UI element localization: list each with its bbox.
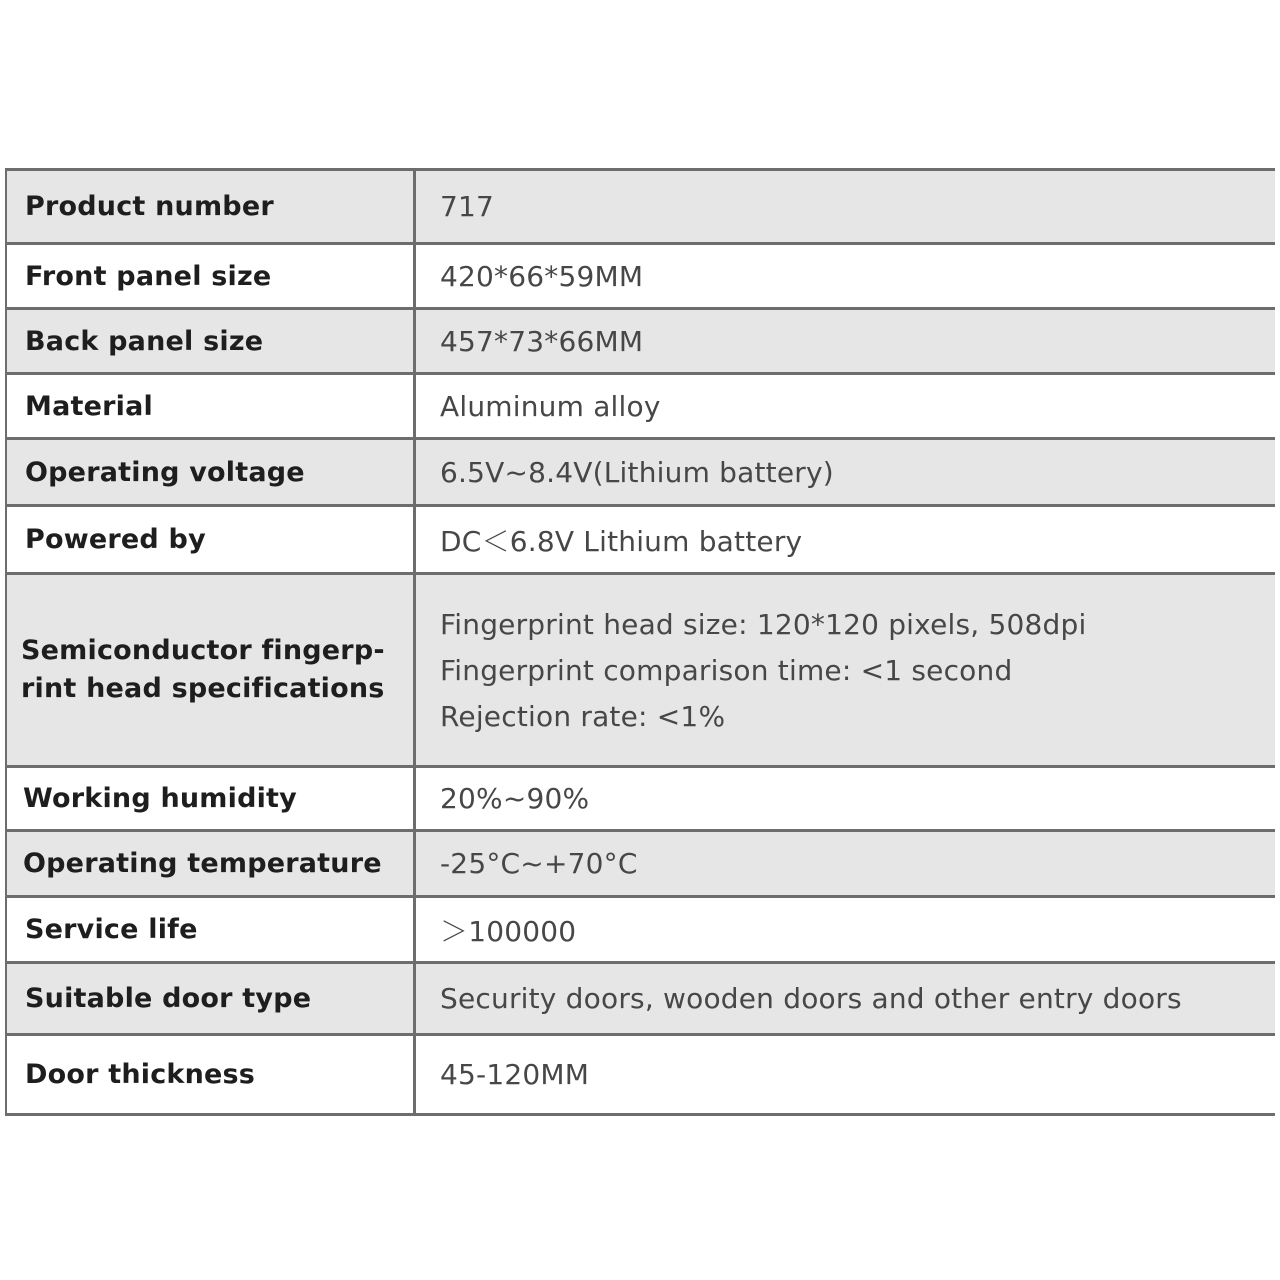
spec-value: 6.5V~8.4V(Lithium battery) [415,439,1276,506]
spec-value: Security doors, wooden doors and other entry doors [415,963,1276,1035]
spec-label: Material [6,374,415,439]
spec-label: Door thickness [6,1035,415,1115]
spec-label-line: Semiconductor fingerp- [21,635,385,666]
spec-value-line: Rejection rate: <1% [440,699,726,733]
spec-value: 420*66*59MM [415,244,1276,309]
spec-label: Suitable door type [6,963,415,1035]
table-row [6,1035,1275,1115]
spec-value-line: Fingerprint comparison time: <1 second [440,653,1013,687]
spec-value: Aluminum alloy [415,374,1276,439]
table-row [6,374,1275,439]
spec-value: -25°C~+70°C [415,831,1276,897]
spec-value: 717 [415,170,1276,244]
spec-value: 45-120MM [415,1035,1276,1115]
spec-label: Service life [6,897,415,963]
table-row [6,439,1275,506]
spec-label: Operating voltage [6,439,415,506]
spec-label: Powered by [6,506,415,574]
table-row [6,574,1275,767]
table-row [6,170,1275,244]
spec-label: Back panel size [6,309,415,374]
table-row [6,963,1275,1035]
spec-table [5,168,1275,1116]
spec-value: DC＜6.8V Lithium battery [415,506,1276,574]
spec-label-line: rint head specifications [21,673,385,704]
spec-value [415,574,1276,767]
spec-value: 457*73*66MM [415,309,1276,374]
spec-label: Operating temperature [6,831,415,897]
spec-label [6,574,415,767]
table-row [6,244,1275,309]
spec-value: ＞100000 [415,897,1276,963]
spec-value: 20%~90% [415,767,1276,831]
spec-label: Front panel size [6,244,415,309]
table-row [6,831,1275,897]
table-row [6,309,1275,374]
spec-label: Product number [6,170,415,244]
spec-value-line: Fingerprint head size: 120*120 pixels, 508dpi [440,607,1087,641]
table-row [6,767,1275,831]
table-row [6,506,1275,574]
table-row [6,897,1275,963]
spec-label: Working humidity [6,767,415,831]
